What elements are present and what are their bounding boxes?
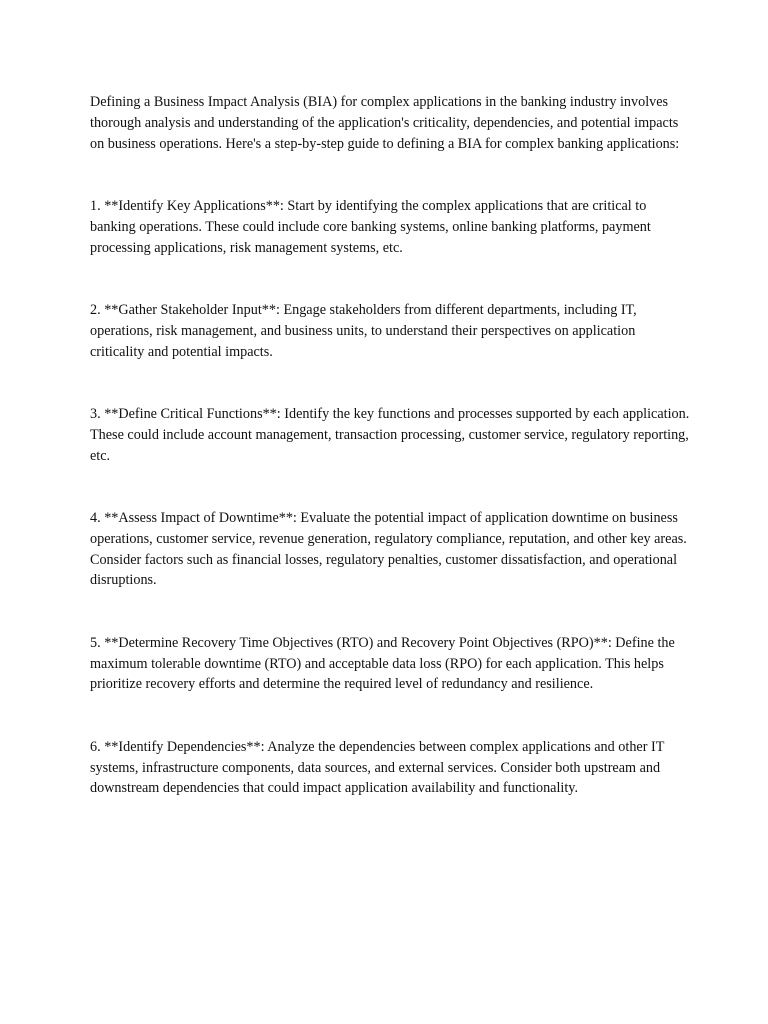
- step-6-paragraph: 6. **Identify Dependencies**: Analyze the dependencies between complex applications and other IT systems, infrastructure components, data sources, and external services. Consider both upstream and downstream dependencies that could impact application availability and functionality.: [90, 738, 665, 797]
- intro-paragraph: Defining a Business Impact Analysis (BIA) for complex applications in the banking industry involves thorough analysis and understanding of the application's criticality, dependencies, and potential impacts on business operations. Here's a step-by-step guide to defining a BIA for complex banking applications:: [90, 94, 680, 152]
- step-2-paragraph: 2. **Gather Stakeholder Input**: Engage stakeholders from different departments, including IT, operations, risk management, and business units, to understand their perspectives on application criticality and potential impacts.: [90, 301, 637, 360]
- document-body: [90, 92, 690, 841]
- step-5-paragraph: 5. **Determine Recovery Time Objectives (RTO) and Recovery Point Objectives (RPO)**: Define the maximum tolerable downtime (RTO) and acceptable data loss (RPO) for each application. This helps prioritize recovery efforts and determine the required level of redundancy and resilience.: [90, 634, 675, 693]
- step-1-paragraph: 1. **Identify Key Applications**: Start by identifying the complex applications that are critical to banking operations. These could include core banking systems, online banking platforms, payment processing applications, risk management systems, etc.: [90, 197, 651, 256]
- step-4-paragraph: 4. **Assess Impact of Downtime**: Evaluate the potential impact of application downtime on business operations, customer service, revenue generation, regulatory compliance, reputation, and other key areas. Consider factors such as financial losses, regulatory penalties, customer dissatisfaction, and operational disruptions.: [90, 509, 687, 589]
- step-3-paragraph: 3. **Define Critical Functions**: Identify the key functions and processes supported by each application. These could include account management, transaction processing, customer service, regulatory reporting, etc.: [90, 405, 690, 464]
